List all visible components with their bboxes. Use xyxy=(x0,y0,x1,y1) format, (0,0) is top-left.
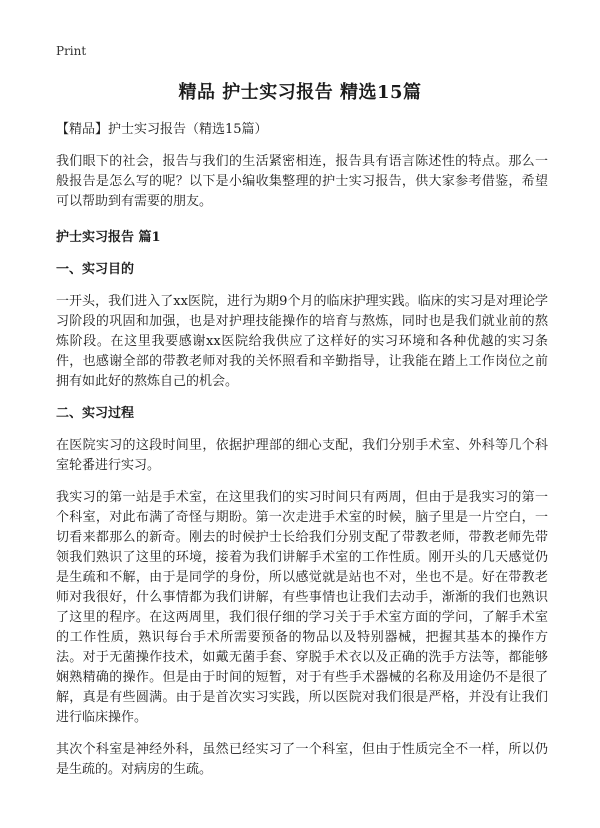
intro-paragraph: 我们眼下的社会，报告与我们的生活紧密相连，报告具有语言陈述性的特点。那么一般报告是怎么写的呢？以下是小编收集整理的护士实习报告，供大家参考借鉴，希望可以帮助到有需要的朋友。 xyxy=(56,154,548,209)
section-title-1: 护士实习报告 篇1 xyxy=(56,230,161,245)
heading-purpose: 一、实习目的 xyxy=(56,262,135,277)
print-label[interactable]: Print xyxy=(56,44,87,58)
heading-process: 二、实习过程 xyxy=(56,406,135,421)
document-body xyxy=(56,120,548,792)
page-title: 精品 护士实习报告 精选15篇 xyxy=(178,82,422,103)
paragraph-neurosurgery: 其次个科室是神经外科，虽然已经实习了一个科室，但由于性质完全不一样，所以仍是生疏的。对病房的生疏。 xyxy=(56,742,548,777)
paragraph-purpose: 一开头，我们进入了xx医院，进行为期9个月的临床护理实践。临床的实习是对理论学习阶段的巩固和加强，也是对护理技能操作的培育与熬炼，同时也是我们就业前的熬炼阶段。在这里我要感谢xx医院给我供应了这样好的实习环境和各种优越的实习条件，也感谢全部的带教老师对我的关怀照看和辛勤指导，让我能在踏上工作岗位之前拥有如此好的熬炼自己的机会。 xyxy=(56,294,548,389)
paragraph-process-intro: 在医院实习的这段时间里，依据护理部的细心支配，我们分别手术室、外科等几个科室轮番进行实习。 xyxy=(56,438,548,473)
document-subtitle: 【精品】护士实习报告（精选15篇） xyxy=(56,122,268,137)
paragraph-operating-room: 我实习的第一站是手术室，在这里我们的实习时间只有两周，但由于是我实习的第一个科室，对此布满了奇怪与期盼。第一次走进手术室的时候，脑子里是一片空白，一切看来都那么的新奇。刚去的时候护士长给我们分别支配了带教老师，带教老师先带领我们熟识了这里的环境，接着为我们讲解手术室的工作性质。刚开头的几天感觉仍是生疏和不解，由于是同学的身份，所以感觉就是站也不对，坐也不是。好在带教老师对我很好，什么事情都为我们讲解，有些事情也让我们去动手，渐渐的我们也熟识了这里的程序。在这两周里，我们很仔细的学习关于手术室方面的学问，了解手术室的工作性质，熟识每台手术所需要预备的物品以及特别器械，把握其基本的操作方法。对于无菌操作技术，如戴无菌手套、穿脱手术衣以及正确的洗手方法等，都能够娴熟精确的操作。但是由于时间的短暂，对于有些手术器械的名称及用途仍不是很了解，真是有些圆满。由于是首次实习实践，所以医院对我们很是严格，并没有让我们进行临床操作。 xyxy=(56,490,548,725)
